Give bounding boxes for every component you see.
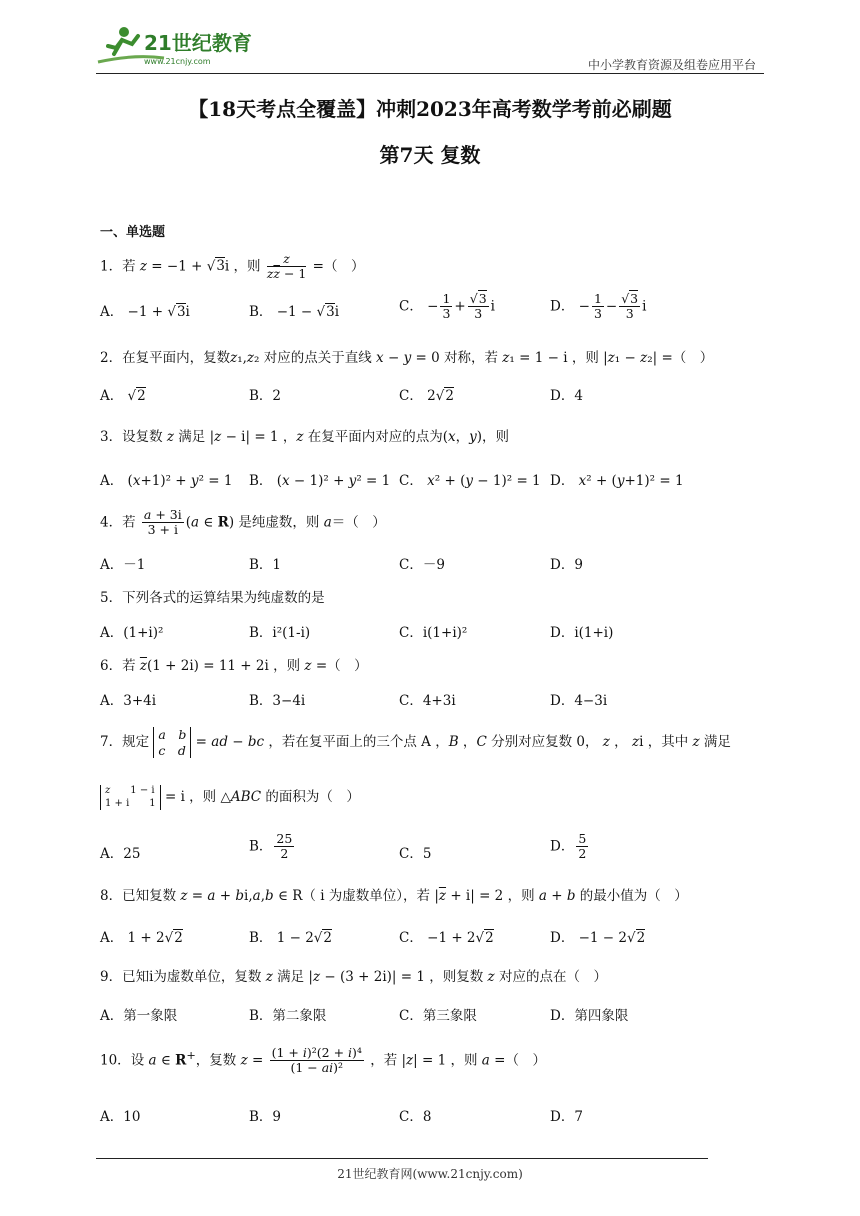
q6-option-a: A．3+4i <box>100 693 157 709</box>
q2-option-d: D．4 <box>550 388 583 404</box>
logo <box>94 24 264 68</box>
q7-option-a: A．25 <box>100 846 141 862</box>
q10-option-c: C．8 <box>399 1109 432 1125</box>
question-1: 1．若 z = −1 + √3i ，则 $\frac{z}{z\overline{z} - 1}$ =（ ） <box>100 251 365 282</box>
q1-option-c: C． − $\frac{1}{3}$ + $\frac{√3}{3}$ i <box>399 291 495 322</box>
footer-link[interactable]: 21世纪教育网(www.21cnjy.com) <box>337 1167 523 1181</box>
q4-option-b: B．1 <box>249 557 282 573</box>
page-title: 【18天考点全覆盖】冲刺2023年高考数学考前必刷题 <box>188 97 672 121</box>
q4-option-d: D．9 <box>550 557 583 573</box>
q7-option-d: D． $\frac{5}{2}$ <box>550 831 587 862</box>
section-heading: 一、单选题 <box>100 225 166 240</box>
logo-url: www.21cnjy.com <box>144 57 211 66</box>
question-6: 6．若 $\overline{z}(1 + 2i) = 11 + 2i$ ，则 z =（ ） <box>100 658 368 674</box>
question-5: 5．下列各式的运算结果为纯虚数的是 <box>100 590 325 606</box>
q3-option-b: B． (x − 1)² + y² = 1 <box>249 473 391 489</box>
logo-text: 21世纪教育 <box>144 31 252 55</box>
q1-option-b: B． −1 − √3i <box>249 304 340 320</box>
q6-option-b: B．3−4i <box>249 693 306 709</box>
q9-option-b: B．第二象限 <box>249 1008 327 1024</box>
q2-option-b: B．2 <box>249 388 282 404</box>
q3-option-d: D． x² + (y+1)² = 1 <box>550 473 684 489</box>
q5-option-c: C．i(1+i)² <box>399 625 468 641</box>
q8-option-a: A． 1 + 2√2 <box>100 930 183 946</box>
q9-option-a: A．第一象限 <box>100 1008 178 1024</box>
q8-option-b: B． 1 − 2√2 <box>249 930 332 946</box>
q4-option-a: A．－1 <box>100 557 146 573</box>
q7-option-b: B． $\frac{25}{2}$ <box>249 831 293 862</box>
q8-option-c: C． −1 + 2√2 <box>399 930 494 946</box>
question-4: 4．若 $\frac{a + 3i}{3 + i}$ (a ∈ R) 是纯虚数，则 a＝（ ） <box>100 507 386 538</box>
question-7: 7．规定 a b c d = ad − bc ，若在复平面上的三个点 A ，B ，C 分别对应复数 0， z ， zi ，其中 z 满足 <box>100 727 731 758</box>
header-divider <box>96 73 764 74</box>
q10-option-b: B．9 <box>249 1109 282 1125</box>
question-3: 3．设复数 z 满足 |z − i| = 1 ，z 在复平面内对应的点为(x，y)，则 <box>100 429 510 445</box>
question-9: 9．已知i为虚数单位，复数 z 满足 |z − (3 + 2i)| = 1 ，则复数 z 对应的点在（ ） <box>100 969 607 985</box>
q9-option-d: D．第四象限 <box>550 1008 629 1024</box>
site-tag: 中小学教育资源及组卷应用平台 <box>587 58 756 72</box>
q10-option-d: D．7 <box>550 1109 583 1125</box>
question-2: 2．在复平面内，复数z₁,z₂ 对应的点关于直线 x − y = 0 对称，若 z₁ = 1 − i ，则 |z₁ − z₂| =（ ） <box>100 350 714 366</box>
question-8: 8．已知复数 z = a + bi,a,b ∈ R（ i 为虚数单位），若 $|\overline{z} + i| = 2$ ，则 a + b 的最小值为（ ） <box>100 888 688 904</box>
q6-option-d: D．4−3i <box>550 693 608 709</box>
footer-divider <box>96 1158 708 1159</box>
q2-option-a: A． √2 <box>100 388 146 404</box>
q5-option-a: A．(1+i)² <box>100 625 164 641</box>
q1-option-d: D． − $\frac{1}{3}$ − $\frac{√3}{3}$ i <box>550 291 647 322</box>
q9-option-c: C．第三象限 <box>399 1008 477 1024</box>
q3-option-a: A． (x+1)² + y² = 1 <box>100 473 233 489</box>
q5-option-b: B．i²(1-i) <box>249 625 311 641</box>
q4-option-c: C．－9 <box>399 557 445 573</box>
q6-option-c: C．4+3i <box>399 693 456 709</box>
q1-option-a: A． −1 + √3i <box>100 304 190 320</box>
q3-option-c: C． x² + (y − 1)² = 1 <box>399 473 541 489</box>
question-7-cont: z 1 − i 1 + i 1 = i ，则 △ABC 的面积为（ ） <box>100 785 360 810</box>
page-subtitle: 第7天 复数 <box>379 143 481 167</box>
q2-option-c: C． 2√2 <box>399 388 454 404</box>
question-10: 10．设 a ∈ R+，复数 z = $\frac{\text{(1 + i)²(2 + i)⁴}}{\text{(1 − ai)²}}$ ，若 |z| = 1 ，则 a =（ ） <box>100 1045 546 1076</box>
q10-option-a: A．10 <box>100 1109 141 1125</box>
q7-option-c: C．5 <box>399 846 432 862</box>
q8-option-d: D． −1 − 2√2 <box>550 930 646 946</box>
q5-option-d: D．i(1+i) <box>550 625 614 641</box>
